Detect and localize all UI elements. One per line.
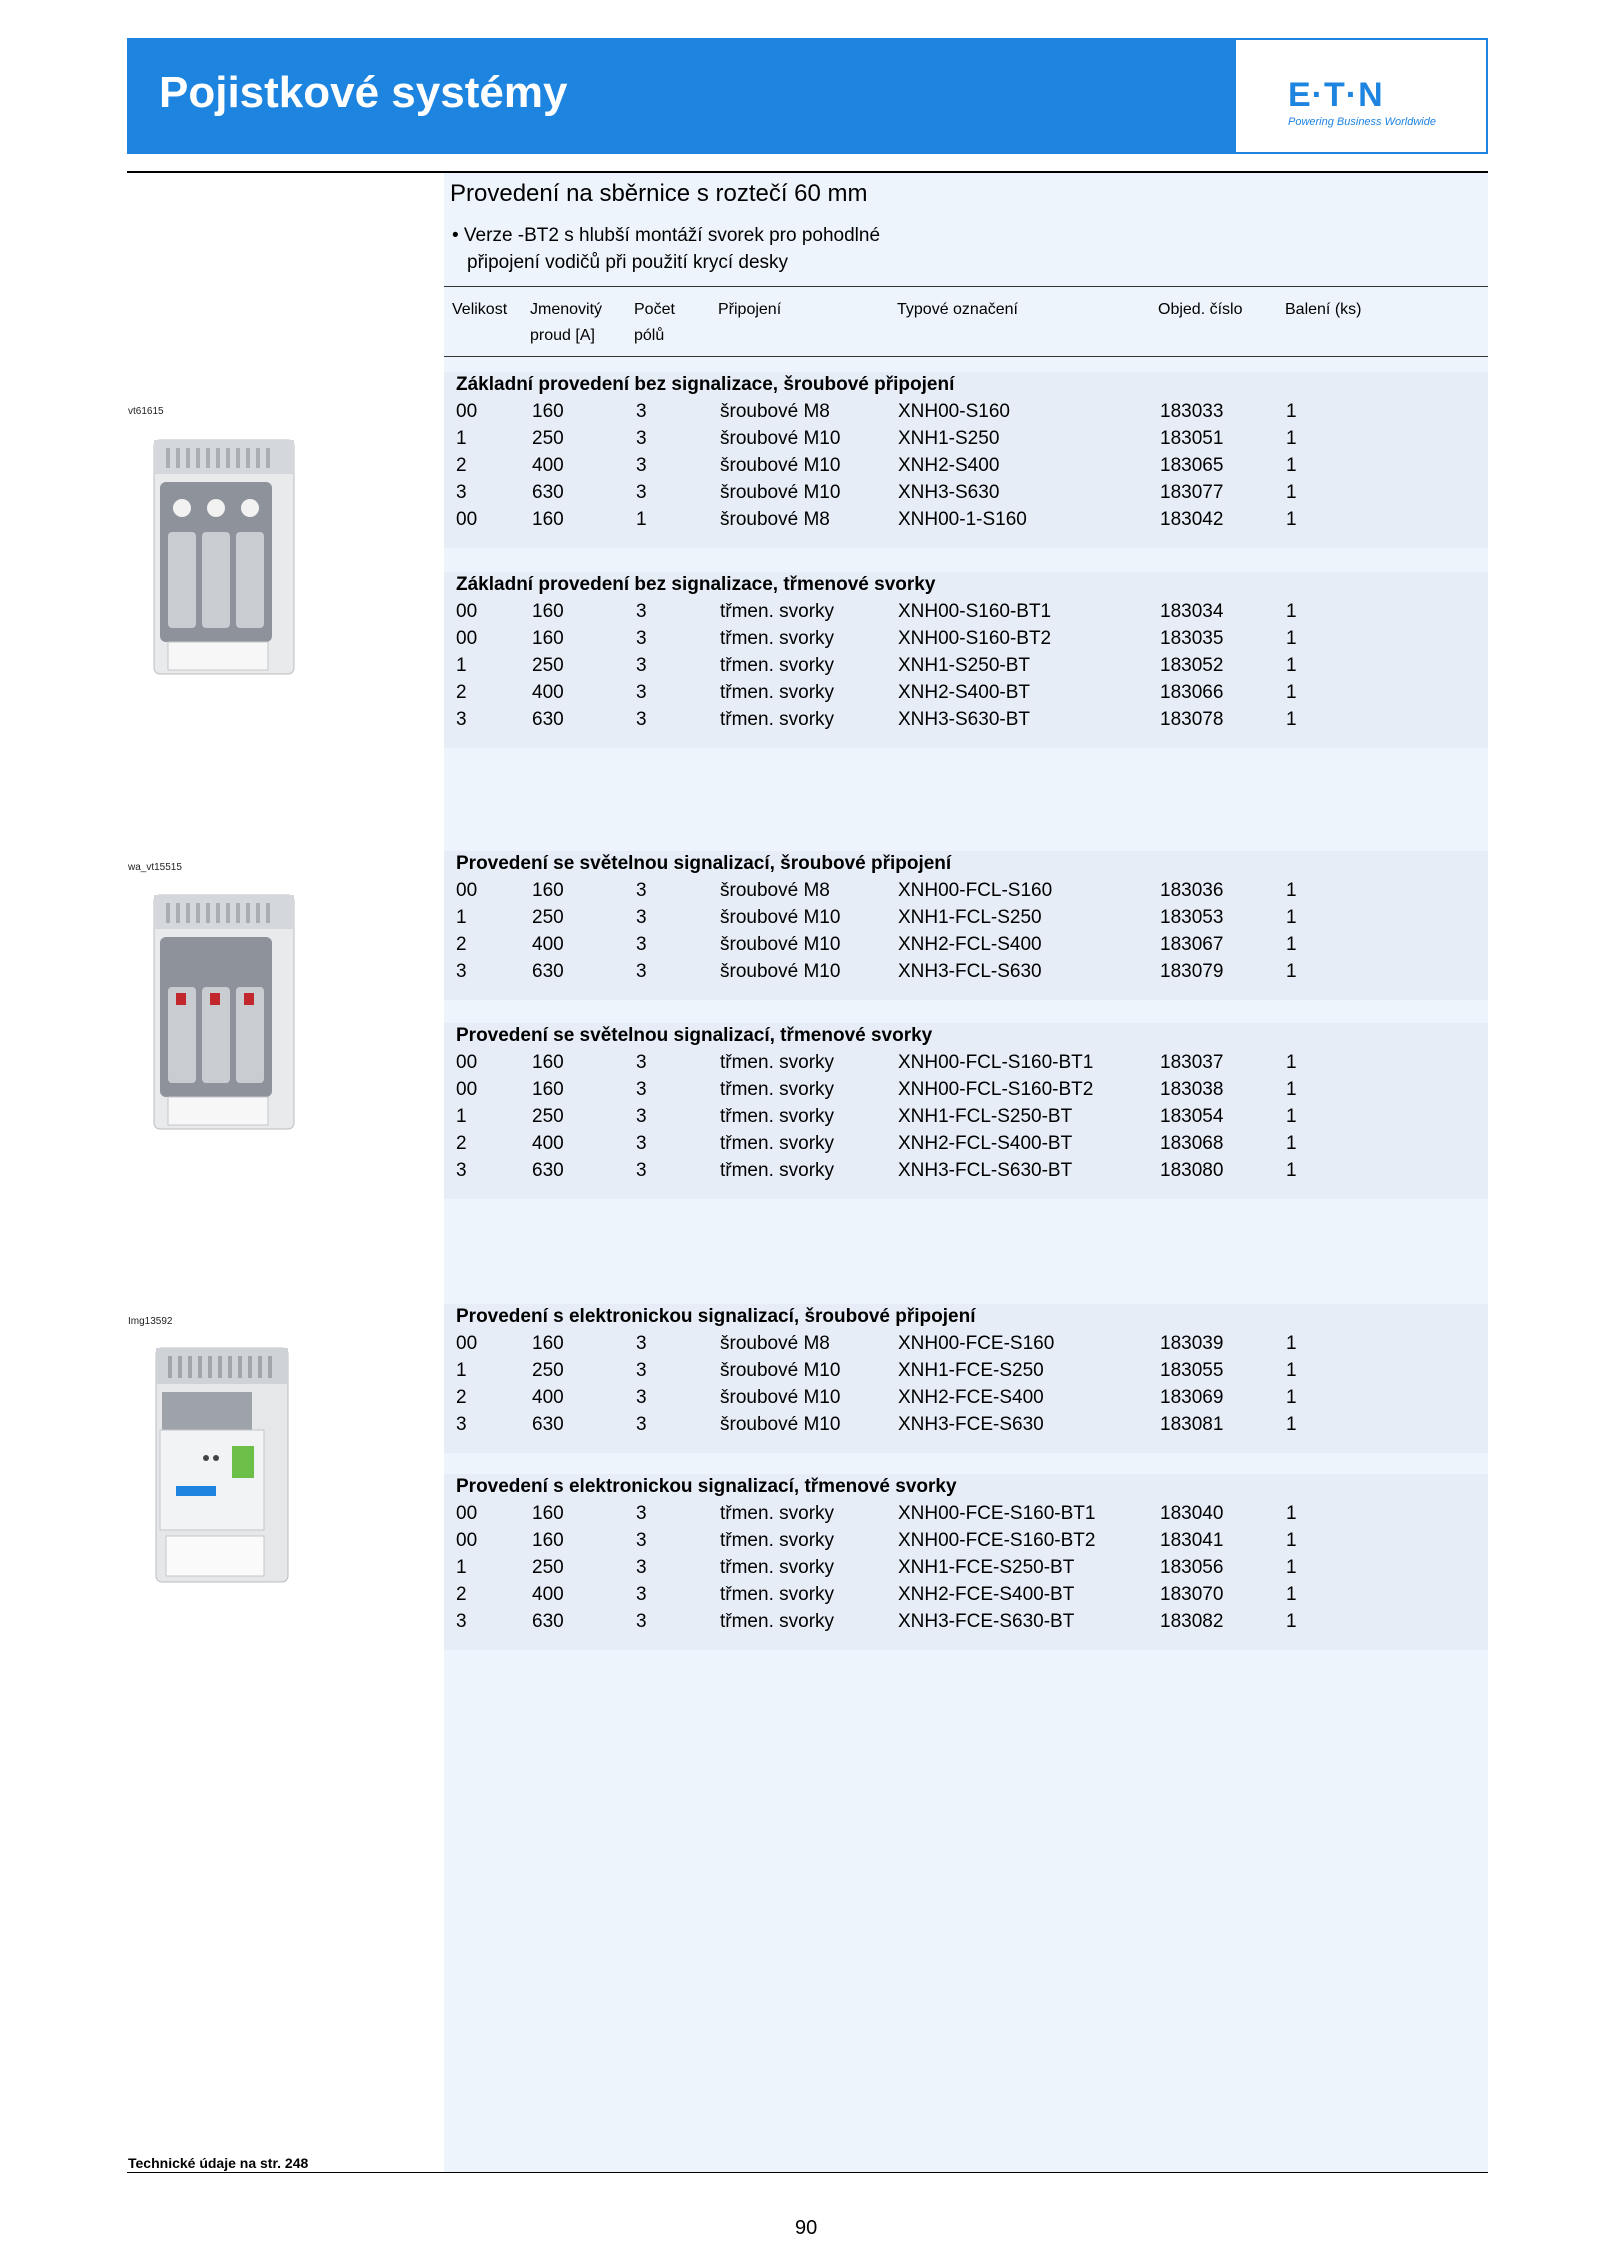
cell-velikost: 3	[456, 1160, 467, 1181]
cell-typ: XNH2-FCL-S400	[898, 934, 1042, 955]
cell-velikost: 3	[456, 1414, 467, 1435]
cell-velikost: 2	[456, 1133, 467, 1154]
cell-pripojeni: šroubové M10	[720, 961, 841, 982]
cell-typ: XNH00-FCL-S160	[898, 880, 1053, 901]
group-title: Provedení s elektronickou signalizací, šroubové připojení	[456, 1306, 976, 1327]
cell-typ: XNH1-S250	[898, 428, 1000, 449]
cell-proud: 160	[532, 1333, 564, 1354]
cell-objed: 183056	[1160, 1557, 1224, 1578]
cell-velikost: 1	[456, 428, 467, 449]
cell-pripojeni: třmen. svorky	[720, 1584, 835, 1605]
group-title: Provedení se světelnou signalizací, šroubové připojení	[456, 853, 952, 874]
cell-poly: 3	[636, 1387, 647, 1408]
cell-pripojeni: šroubové M10	[720, 482, 841, 503]
cell-poly: 3	[636, 1333, 647, 1354]
cell-baleni: 1	[1286, 682, 1297, 703]
cell-objed: 183069	[1160, 1387, 1224, 1408]
cell-pripojeni: šroubové M10	[720, 1414, 841, 1435]
col-proud-line2: proud [A]	[530, 327, 595, 344]
cell-proud: 160	[532, 401, 564, 422]
cell-proud: 160	[532, 880, 564, 901]
cell-baleni: 1	[1286, 1052, 1297, 1073]
cell-typ: XNH2-FCL-S400-BT	[898, 1133, 1073, 1154]
page-number: 90	[795, 2217, 818, 2239]
cell-poly: 3	[636, 1052, 647, 1073]
section-bullet	[452, 222, 880, 276]
cell-pripojeni: třmen. svorky	[720, 601, 835, 622]
cell-velikost: 1	[456, 1557, 467, 1578]
group-title: Základní provedení bez signalizace, třmenové svorky	[456, 574, 936, 595]
cell-poly: 3	[636, 880, 647, 901]
cell-pripojeni: šroubové M8	[720, 509, 830, 530]
cell-objed: 183040	[1160, 1503, 1224, 1524]
figure-code: Img13592	[128, 1316, 173, 1327]
cell-velikost: 3	[456, 482, 467, 503]
cell-pripojeni: šroubové M10	[720, 1387, 841, 1408]
cell-typ: XNH00-FCE-S160-BT2	[898, 1530, 1096, 1551]
cell-baleni: 1	[1286, 1611, 1297, 1632]
cell-poly: 3	[636, 601, 647, 622]
cell-objed: 183034	[1160, 601, 1224, 622]
cell-typ: XNH2-FCE-S400	[898, 1387, 1044, 1408]
cell-pripojeni: třmen. svorky	[720, 1611, 835, 1632]
cell-typ: XNH00-FCL-S160-BT2	[898, 1079, 1094, 1100]
cell-objed: 183080	[1160, 1160, 1224, 1181]
cell-pripojeni: třmen. svorky	[720, 682, 835, 703]
cell-proud: 160	[532, 1530, 564, 1551]
cell-objed: 183051	[1160, 428, 1224, 449]
cell-proud: 400	[532, 455, 564, 476]
header-rule-bottom	[444, 356, 1488, 357]
cell-objed: 183068	[1160, 1133, 1224, 1154]
cell-proud: 250	[532, 1106, 564, 1127]
cell-pripojeni: třmen. svorky	[720, 655, 835, 676]
cell-pripojeni: třmen. svorky	[720, 1530, 835, 1551]
cell-objed: 183052	[1160, 655, 1224, 676]
col-proud-line1: Jmenovitý	[530, 301, 603, 318]
cell-poly: 3	[636, 682, 647, 703]
cell-typ: XNH1-S250-BT	[898, 655, 1030, 676]
cell-objed: 183037	[1160, 1052, 1224, 1073]
cell-poly: 3	[636, 428, 647, 449]
cell-proud: 630	[532, 961, 564, 982]
cell-velikost: 2	[456, 455, 467, 476]
cell-baleni: 1	[1286, 1079, 1297, 1100]
cell-pripojeni: šroubové M10	[720, 1360, 841, 1381]
cell-proud: 250	[532, 1360, 564, 1381]
col-poly-line2: pólů	[634, 327, 665, 344]
bullet-line-2: připojení vodičů při použití krycí desky	[467, 252, 789, 273]
cell-objed: 183053	[1160, 907, 1224, 928]
cell-typ: XNH3-S630-BT	[898, 709, 1030, 730]
cell-velikost: 3	[456, 1611, 467, 1632]
cell-poly: 3	[636, 709, 647, 730]
cell-poly: 3	[636, 401, 647, 422]
cell-velikost: 2	[456, 934, 467, 955]
cell-velikost: 1	[456, 1106, 467, 1127]
cell-objed: 183039	[1160, 1333, 1224, 1354]
cell-velikost: 1	[456, 655, 467, 676]
cell-velikost: 00	[456, 1333, 478, 1354]
cell-pripojeni: třmen. svorky	[720, 628, 835, 649]
cell-velikost: 1	[456, 1360, 467, 1381]
cell-objed: 183081	[1160, 1414, 1224, 1435]
cell-objed: 183042	[1160, 509, 1224, 530]
cell-objed: 183033	[1160, 401, 1224, 422]
cell-baleni: 1	[1286, 628, 1297, 649]
cell-poly: 3	[636, 1360, 647, 1381]
figure-code: wa_vt15515	[128, 862, 182, 873]
fuse-disconnector-image	[148, 438, 298, 678]
cell-velikost: 00	[456, 1503, 478, 1524]
cell-proud: 160	[532, 1052, 564, 1073]
cell-baleni: 1	[1286, 1530, 1297, 1551]
cell-proud: 400	[532, 934, 564, 955]
cell-pripojeni: třmen. svorky	[720, 1503, 835, 1524]
cell-poly: 3	[636, 1503, 647, 1524]
cell-baleni: 1	[1286, 1414, 1297, 1435]
cell-pripojeni: třmen. svorky	[720, 1160, 835, 1181]
fuse-disconnector-electronic-image	[148, 1346, 298, 1586]
cell-objed: 183067	[1160, 934, 1224, 955]
fuse-disconnector-light-image	[148, 893, 298, 1133]
cell-proud: 400	[532, 1584, 564, 1605]
cell-baleni: 1	[1286, 1387, 1297, 1408]
cell-typ: XNH2-S400	[898, 455, 1000, 476]
bottom-rule	[127, 2172, 1488, 2173]
cell-baleni: 1	[1286, 1584, 1297, 1605]
cell-pripojeni: třmen. svorky	[720, 1106, 835, 1127]
cell-pripojeni: šroubové M8	[720, 1333, 830, 1354]
cell-baleni: 1	[1286, 428, 1297, 449]
cell-proud: 160	[532, 1503, 564, 1524]
cell-proud: 250	[532, 907, 564, 928]
cell-objed: 183038	[1160, 1079, 1224, 1100]
cell-typ: XNH2-S400-BT	[898, 682, 1030, 703]
cell-velikost: 00	[456, 509, 478, 530]
cell-objed: 183079	[1160, 961, 1224, 982]
cell-proud: 630	[532, 482, 564, 503]
cell-proud: 160	[532, 601, 564, 622]
cell-pripojeni: šroubové M8	[720, 880, 830, 901]
cell-poly: 3	[636, 628, 647, 649]
cell-pripojeni: šroubové M10	[720, 907, 841, 928]
footnote: Technické údaje na str. 248	[128, 2155, 309, 2171]
cell-poly: 1	[636, 509, 647, 530]
cell-baleni: 1	[1286, 1557, 1297, 1578]
cell-baleni: 1	[1286, 880, 1297, 901]
cell-poly: 3	[636, 455, 647, 476]
cell-pripojeni: třmen. svorky	[720, 1557, 835, 1578]
cell-pripojeni: třmen. svorky	[720, 709, 835, 730]
cell-baleni: 1	[1286, 1160, 1297, 1181]
cell-objed: 183035	[1160, 628, 1224, 649]
col-typ: Typové označení	[897, 301, 1018, 318]
figure-code: vt61615	[128, 406, 164, 417]
cell-objed: 183036	[1160, 880, 1224, 901]
cell-objed: 183054	[1160, 1106, 1224, 1127]
logo-tagline: Powering Business Worldwide	[1288, 116, 1436, 128]
cell-proud: 630	[532, 1611, 564, 1632]
cell-proud: 630	[532, 1414, 564, 1435]
cell-baleni: 1	[1286, 455, 1297, 476]
cell-velikost: 1	[456, 907, 467, 928]
cell-objed: 183066	[1160, 682, 1224, 703]
cell-objed: 183082	[1160, 1611, 1224, 1632]
cell-proud: 630	[532, 1160, 564, 1181]
cell-velikost: 00	[456, 880, 478, 901]
cell-poly: 3	[636, 1414, 647, 1435]
cell-poly: 3	[636, 907, 647, 928]
col-proud	[530, 297, 602, 349]
cell-baleni: 1	[1286, 709, 1297, 730]
cell-baleni: 1	[1286, 1503, 1297, 1524]
cell-objed: 183070	[1160, 1584, 1224, 1605]
cell-typ: XNH1-FCE-S250-BT	[898, 1557, 1075, 1578]
cell-velikost: 00	[456, 1530, 478, 1551]
cell-poly: 3	[636, 1584, 647, 1605]
cell-typ: XNH1-FCL-S250	[898, 907, 1042, 928]
col-poly	[634, 297, 675, 349]
cell-baleni: 1	[1286, 401, 1297, 422]
cell-typ: XNH00-S160-BT2	[898, 628, 1052, 649]
cell-poly: 3	[636, 1133, 647, 1154]
group-title: Provedení se světelnou signalizací, třmenové svorky	[456, 1025, 933, 1046]
cell-typ: XNH1-FCE-S250	[898, 1360, 1044, 1381]
col-poly-line1: Počet	[634, 301, 675, 318]
cell-poly: 3	[636, 1160, 647, 1181]
cell-typ: XNH3-FCE-S630	[898, 1414, 1044, 1435]
cell-typ: XNH2-FCE-S400-BT	[898, 1584, 1075, 1605]
cell-typ: XNH3-FCL-S630-BT	[898, 1160, 1073, 1181]
cell-baleni: 1	[1286, 482, 1297, 503]
cell-proud: 400	[532, 1387, 564, 1408]
cell-proud: 160	[532, 628, 564, 649]
cell-typ: XNH3-S630	[898, 482, 1000, 503]
col-baleni: Balení (ks)	[1285, 301, 1362, 318]
cell-proud: 160	[532, 509, 564, 530]
cell-baleni: 1	[1286, 961, 1297, 982]
bullet-line-1: • Verze -BT2 s hlubší montáží svorek pro pohodlné	[452, 225, 881, 246]
cell-proud: 400	[532, 682, 564, 703]
cell-objed: 183078	[1160, 709, 1224, 730]
cell-poly: 3	[636, 1106, 647, 1127]
cell-baleni: 1	[1286, 907, 1297, 928]
page-header	[127, 38, 1488, 154]
cell-proud: 400	[532, 1133, 564, 1154]
cell-poly: 3	[636, 1611, 647, 1632]
cell-typ: XNH3-FCL-S630	[898, 961, 1042, 982]
col-objed: Objed. číslo	[1158, 301, 1243, 318]
cell-proud: 630	[532, 709, 564, 730]
cell-pripojeni: třmen. svorky	[720, 1133, 835, 1154]
header-rule-top	[444, 286, 1488, 287]
cell-baleni: 1	[1286, 1106, 1297, 1127]
cell-poly: 3	[636, 482, 647, 503]
cell-baleni: 1	[1286, 1333, 1297, 1354]
cell-proud: 250	[532, 655, 564, 676]
cell-pripojeni: šroubové M10	[720, 455, 841, 476]
cell-objed: 183065	[1160, 455, 1224, 476]
cell-pripojeni: šroubové M10	[720, 428, 841, 449]
cell-velikost: 00	[456, 1052, 478, 1073]
cell-proud: 160	[532, 1079, 564, 1100]
cell-velikost: 2	[456, 682, 467, 703]
cell-velikost: 3	[456, 709, 467, 730]
cell-velikost: 00	[456, 1079, 478, 1100]
cell-velikost: 00	[456, 628, 478, 649]
cell-poly: 3	[636, 655, 647, 676]
cell-poly: 3	[636, 1079, 647, 1100]
cell-baleni: 1	[1286, 1360, 1297, 1381]
cell-proud: 250	[532, 428, 564, 449]
cell-baleni: 1	[1286, 655, 1297, 676]
page-title: Pojistkové systémy	[159, 68, 568, 117]
cell-objed: 183055	[1160, 1360, 1224, 1381]
cell-typ: XNH00-S160-BT1	[898, 601, 1052, 622]
cell-objed: 183077	[1160, 482, 1224, 503]
cell-typ: XNH00-FCE-S160-BT1	[898, 1503, 1096, 1524]
col-pripojeni: Připojení	[718, 301, 782, 318]
cell-baleni: 1	[1286, 1133, 1297, 1154]
cell-pripojeni: třmen. svorky	[720, 1052, 835, 1073]
cell-pripojeni: šroubové M10	[720, 934, 841, 955]
col-velikost: Velikost	[452, 301, 508, 318]
cell-velikost: 00	[456, 601, 478, 622]
cell-typ: XNH00-1-S160	[898, 509, 1027, 530]
cell-proud: 250	[532, 1557, 564, 1578]
logo-word: E·T·N	[1288, 76, 1384, 114]
group-title: Provedení s elektronickou signalizací, třmenové svorky	[456, 1476, 957, 1497]
cell-typ: XNH00-S160	[898, 401, 1010, 422]
eaton-logo	[1236, 40, 1486, 152]
cell-poly: 3	[636, 934, 647, 955]
group-title: Základní provedení bez signalizace, šroubové připojení	[456, 374, 955, 395]
cell-typ: XNH00-FCE-S160	[898, 1333, 1055, 1354]
cell-velikost: 2	[456, 1387, 467, 1408]
section-title: Provedení na sběrnice s roztečí 60 mm	[450, 180, 868, 207]
cell-poly: 3	[636, 1530, 647, 1551]
cell-baleni: 1	[1286, 601, 1297, 622]
cell-objed: 183041	[1160, 1530, 1224, 1551]
cell-typ: XNH1-FCL-S250-BT	[898, 1106, 1073, 1127]
cell-poly: 3	[636, 1557, 647, 1578]
cell-typ: XNH00-FCL-S160-BT1	[898, 1052, 1094, 1073]
cell-poly: 3	[636, 961, 647, 982]
cell-velikost: 2	[456, 1584, 467, 1605]
cell-baleni: 1	[1286, 934, 1297, 955]
cell-velikost: 3	[456, 961, 467, 982]
cell-typ: XNH3-FCE-S630-BT	[898, 1611, 1075, 1632]
cell-velikost: 00	[456, 401, 478, 422]
cell-baleni: 1	[1286, 509, 1297, 530]
cell-pripojeni: šroubové M8	[720, 401, 830, 422]
cell-pripojeni: třmen. svorky	[720, 1079, 835, 1100]
